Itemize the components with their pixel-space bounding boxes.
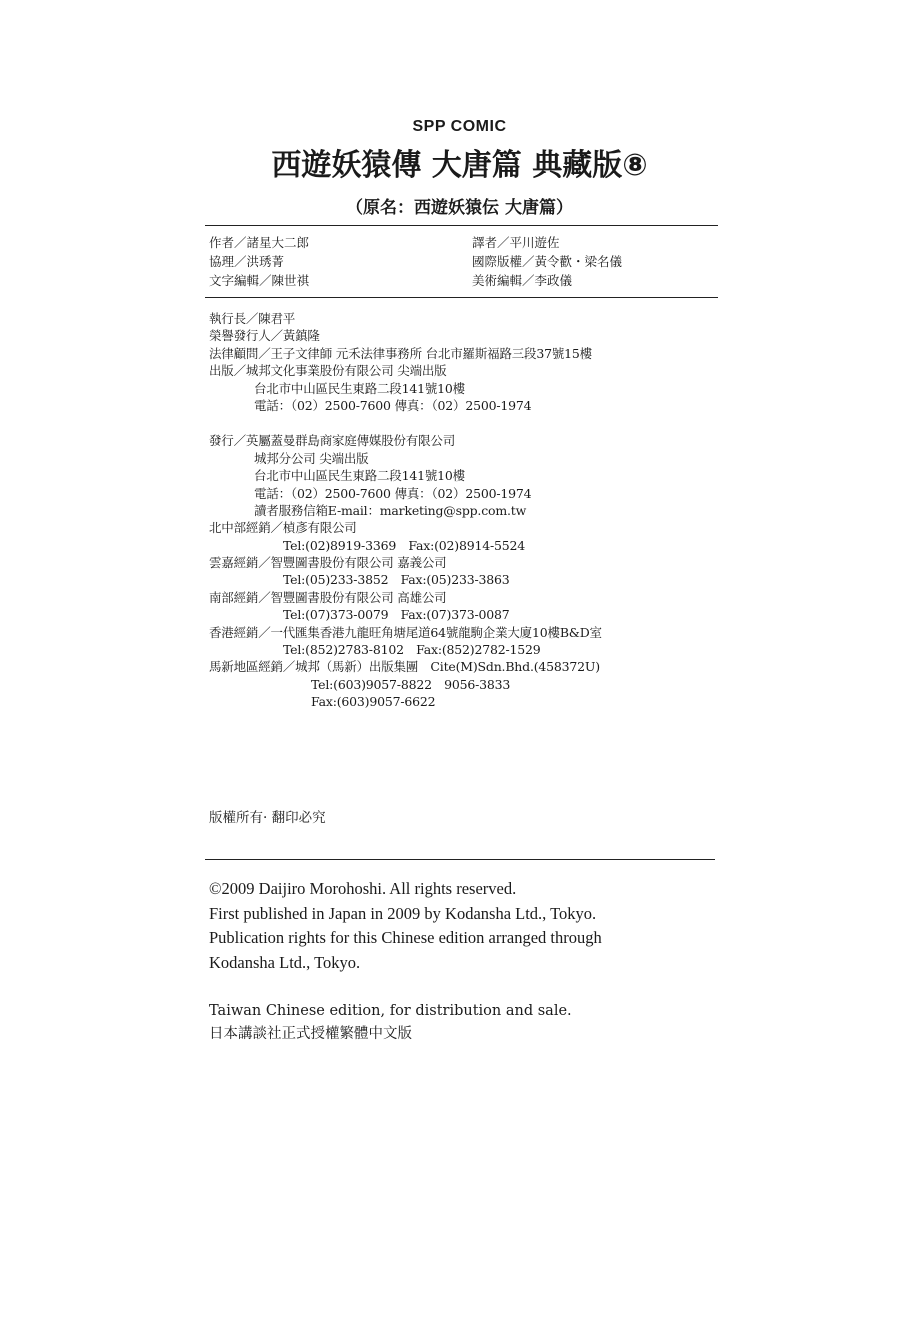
credit-text-editor: 文字編輯／陳世祺	[209, 273, 310, 288]
pub-line: Tel:(07)373-0079 Fax:(07)373-0087	[283, 607, 510, 623]
copyright-block	[209, 877, 602, 975]
pub-gap	[209, 414, 889, 432]
pub-line: 讀者服務信箱E-mail：marketing@spp.com.tw	[254, 502, 527, 518]
credit-rights: 國際版權／黃令歡・梁名儀	[472, 254, 623, 269]
pub-line: 城邦分公司 尖端出版	[254, 450, 369, 466]
copyright-line: ©2009 Daijiro Morohoshi. All rights reserved.	[209, 879, 517, 898]
copyright-line: Kodansha Ltd., Tokyo.	[209, 952, 361, 972]
pub-line: 出版／城邦文化事業股份有限公司 尖端出版	[209, 363, 447, 379]
pub-line: Tel:(02)8919-3369 Fax:(02)8914-5524	[283, 537, 526, 553]
pub-line: 電話：（02）2500-7600 傳真：（02）2500-1974	[254, 397, 532, 413]
pub-line: 南部經銷／智豐圖書股份有限公司 高雄公司	[209, 589, 447, 605]
pub-line: 電話：（02）2500-7600 傳真：（02）2500-1974	[254, 485, 532, 501]
pub-line: 雲嘉經銷／智豐圖書股份有限公司 嘉義公司	[209, 555, 447, 571]
divider-bottom	[205, 859, 715, 860]
credit-assistant: 協理／洪琇菁	[209, 254, 285, 269]
pub-line: 馬新地區經銷／城邦（馬新）出版集團 Cite(M)Sdn.Bhd.(458372U)	[209, 659, 600, 675]
distribution-line: Taiwan Chinese edition, for distribution and sale.	[209, 1003, 572, 1019]
pub-line: 台北市中山區民生東路二段141號10樓	[254, 468, 465, 484]
pub-line: 發行／英屬蓋曼群島商家庭傳媒股份有限公司	[209, 433, 456, 449]
credit-author: 作者／諸星大二郎	[209, 235, 310, 250]
distribution-line: 日本講談社正式授權繁體中文版	[209, 1026, 412, 1042]
pub-line: Fax:(603)9057-6622	[311, 694, 436, 710]
pub-line: Tel:(852)2783-8102 Fax:(852)2782-1529	[283, 642, 541, 658]
rights-notice: 版權所有· 翻印必究	[209, 810, 326, 826]
original-title: （原名：西遊妖猿伝 大唐篇）	[346, 198, 573, 218]
book-title: 西遊妖猿傳 大唐篇 典藏版⑧	[271, 148, 648, 183]
pub-line: 榮譽發行人／黃鎮隆	[209, 328, 320, 344]
credit-art-editor: 美術編輯／李政儀	[472, 273, 573, 288]
divider-credits	[205, 297, 718, 298]
pub-line: Tel:(05)233-3852 Fax:(05)233-3863	[283, 572, 510, 588]
pub-line: 台北市中山區民生東路二段141號10樓	[254, 380, 465, 396]
pub-line: 執行長／陳君平	[209, 311, 296, 326]
copyright-line: Publication rights for this Chinese edition arranged through	[209, 928, 602, 947]
publishing-info	[209, 310, 889, 711]
distribution-block	[209, 1000, 572, 1046]
series-label: SPP COMIC	[412, 118, 507, 135]
pub-line: 香港經銷／一代匯集香港九龍旺角塘尾道64號龍駒企業大廈10樓B&D室	[209, 624, 602, 640]
divider-top	[205, 225, 718, 226]
pub-line: Tel:(603)9057-8822 9056-3833	[311, 676, 511, 692]
copyright-line: First published in Japan in 2009 by Kodansha Ltd., Tokyo.	[209, 903, 597, 923]
pub-line: 北中部經銷／楨彥有限公司	[209, 520, 357, 536]
credit-translator: 譯者／平川遊佐	[472, 235, 560, 250]
pub-line: 法律顧問／王子文律師 元禾法律事務所 台北市羅斯福路三段37號15樓	[209, 345, 592, 361]
